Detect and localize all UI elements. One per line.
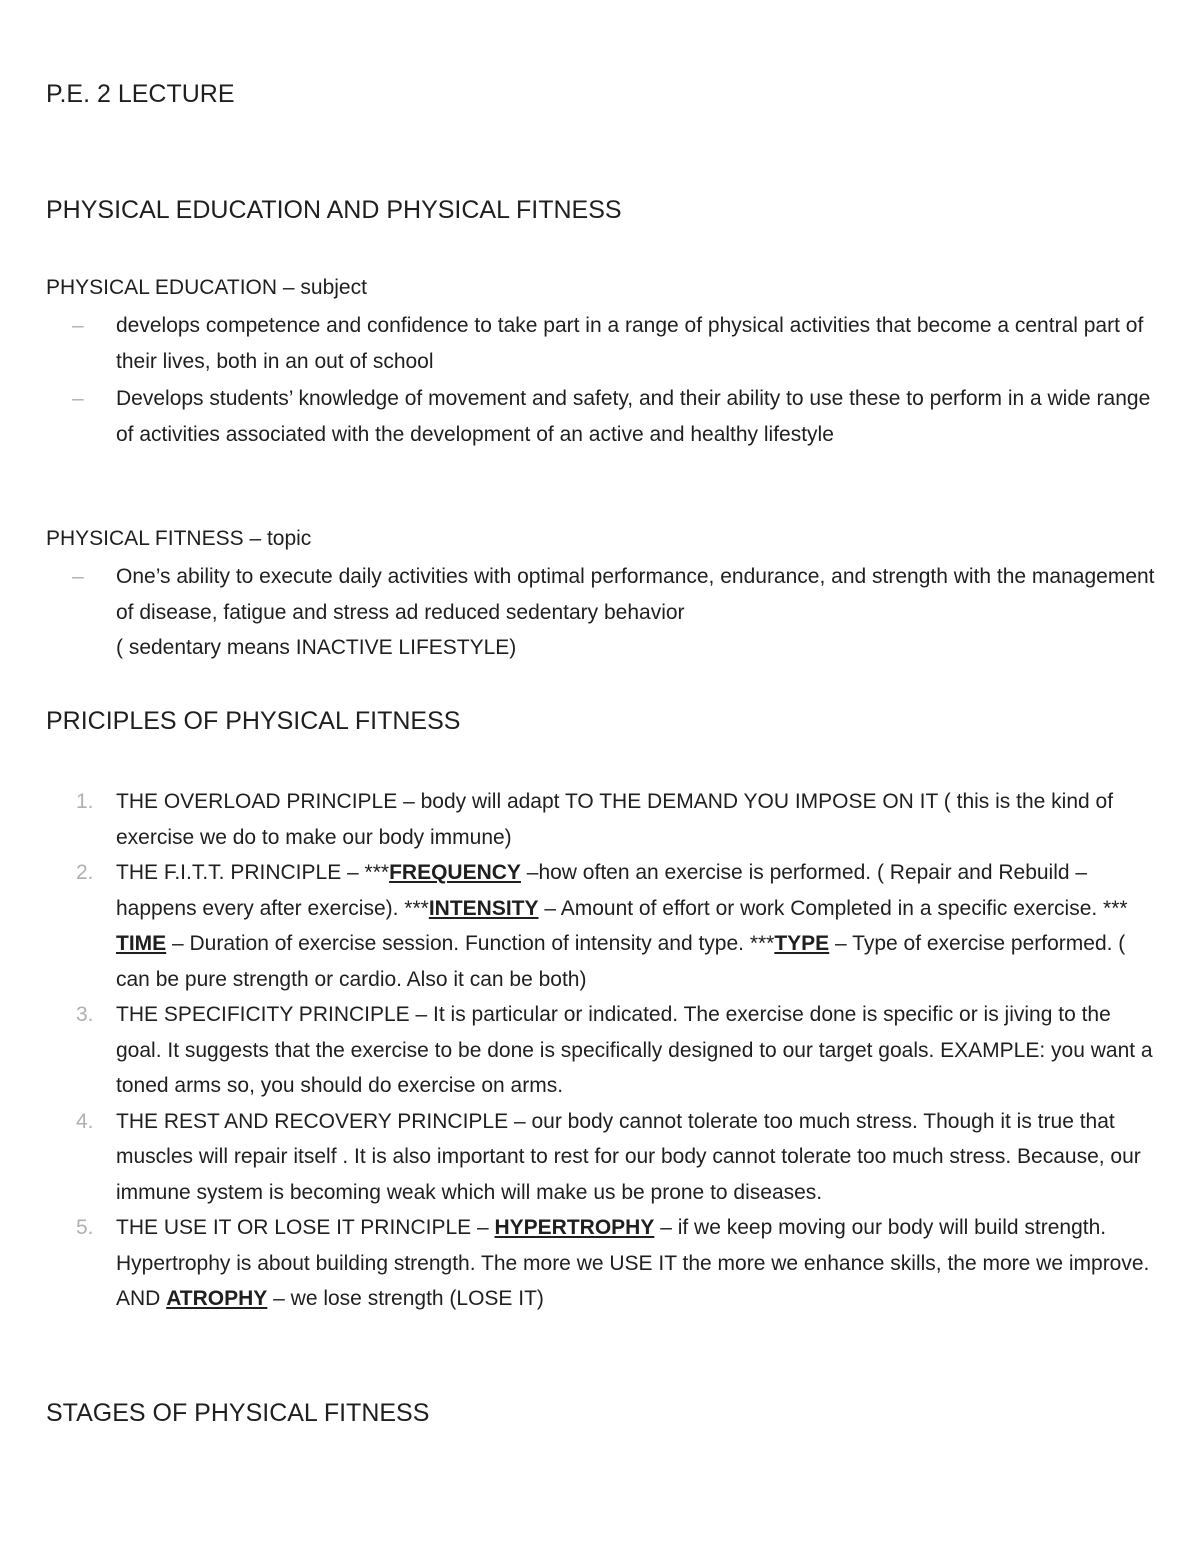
keyword-frequency: FREQUENCY (389, 861, 521, 884)
keyword-time: TIME (116, 932, 167, 955)
pe-definition-list (0, 308, 1200, 452)
dash-bullet-icon: – (72, 565, 84, 588)
keyword-type: TYPE (774, 932, 830, 955)
keyword-atrophy: ATROPHY (166, 1287, 268, 1310)
document-title: P.E. 2 LECTURE (46, 80, 235, 108)
list-number: 1. (76, 790, 94, 813)
list-number: 4. (76, 1109, 94, 1133)
list-item: 3. THE SPECIFICITY PRINCIPLE – It is particular or indicated. The exercise done is specific or is jiving to the goal. It suggests that the exercise to be done is specifically designed to our target goals. EXAMPLE: you want a toned arms so, you should do exercise on arms. (0, 997, 1200, 1104)
section-heading-principles: PRICIPLES OF PHYSICAL FITNESS (46, 707, 461, 735)
dash-bullet-icon: – (72, 314, 84, 337)
dash-bullet-icon: – (72, 387, 84, 410)
pf-definition-list (0, 559, 1200, 666)
term-physical-fitness: PHYSICAL FITNESS – topic (46, 527, 312, 550)
section-heading-main: PHYSICAL EDUCATION AND PHYSICAL FITNESS (46, 196, 622, 224)
section-heading-stages: STAGES OF PHYSICAL FITNESS (46, 1399, 430, 1427)
list-item: – One’s ability to execute daily activities with optimal performance, endurance, and strength with the management of disease, fatigue and stress ad reduced sedentary behavior ( sedentary means INACTIVE LIFESTYLE) (0, 559, 1200, 666)
keyword-hypertrophy: HYPERTROPHY (494, 1216, 655, 1239)
keyword-intensity: INTENSITY (428, 896, 539, 920)
list-number: 5. (76, 1216, 94, 1239)
list-item: – develops competence and confidence to take part in a range of physical activities that become a central part of their lives, both in an out of school (0, 308, 1200, 379)
list-item: 1. THE OVERLOAD PRINCIPLE – body will adapt TO THE DEMAND YOU IMPOSE ON IT ( this is the kind of exercise we do to make our body immune) (0, 784, 1200, 855)
list-item: 4. THE REST AND RECOVERY PRINCIPLE – our body cannot tolerate too much stress. Though it is true that muscles will repair itself . It is also important to rest for our body cannot tolerate too much stress. Because, our immune system is becoming weak which will make us be prone to diseases. (0, 1104, 1200, 1211)
list-item: 5. THE USE IT OR LOSE IT PRINCIPLE – HYPERTROPHY – if we keep moving our body will build strength. Hypertrophy is about building strength. The more we USE IT the more we enhance skills, the more we improve. AND ATROPHY – we lose strength (LOSE IT) (0, 1210, 1200, 1317)
list-item: 2. THE F.I.T.T. PRINCIPLE – ***FREQUENCY –how often an exercise is performed. ( Repair and Rebuild – happens every after exercise). ***INTENSITY – Amount of effort or work Completed in a specific exercise. *** TIME – Duration of exercise session. Function of intensity and type. ***TYPE – Type of exercise performed. ( can be pure strength or cardio. Also it can be both) (0, 855, 1200, 997)
term-physical-education: PHYSICAL EDUCATION – subject (46, 276, 367, 299)
list-number: 2. (76, 861, 94, 884)
list-number: 3. (76, 1003, 94, 1026)
list-item: – Develops students’ knowledge of movement and safety, and their ability to use these to perform in a wide range of activities associated with the development of an active and healthy lifestyle (0, 381, 1200, 452)
principles-list (0, 784, 1200, 1317)
